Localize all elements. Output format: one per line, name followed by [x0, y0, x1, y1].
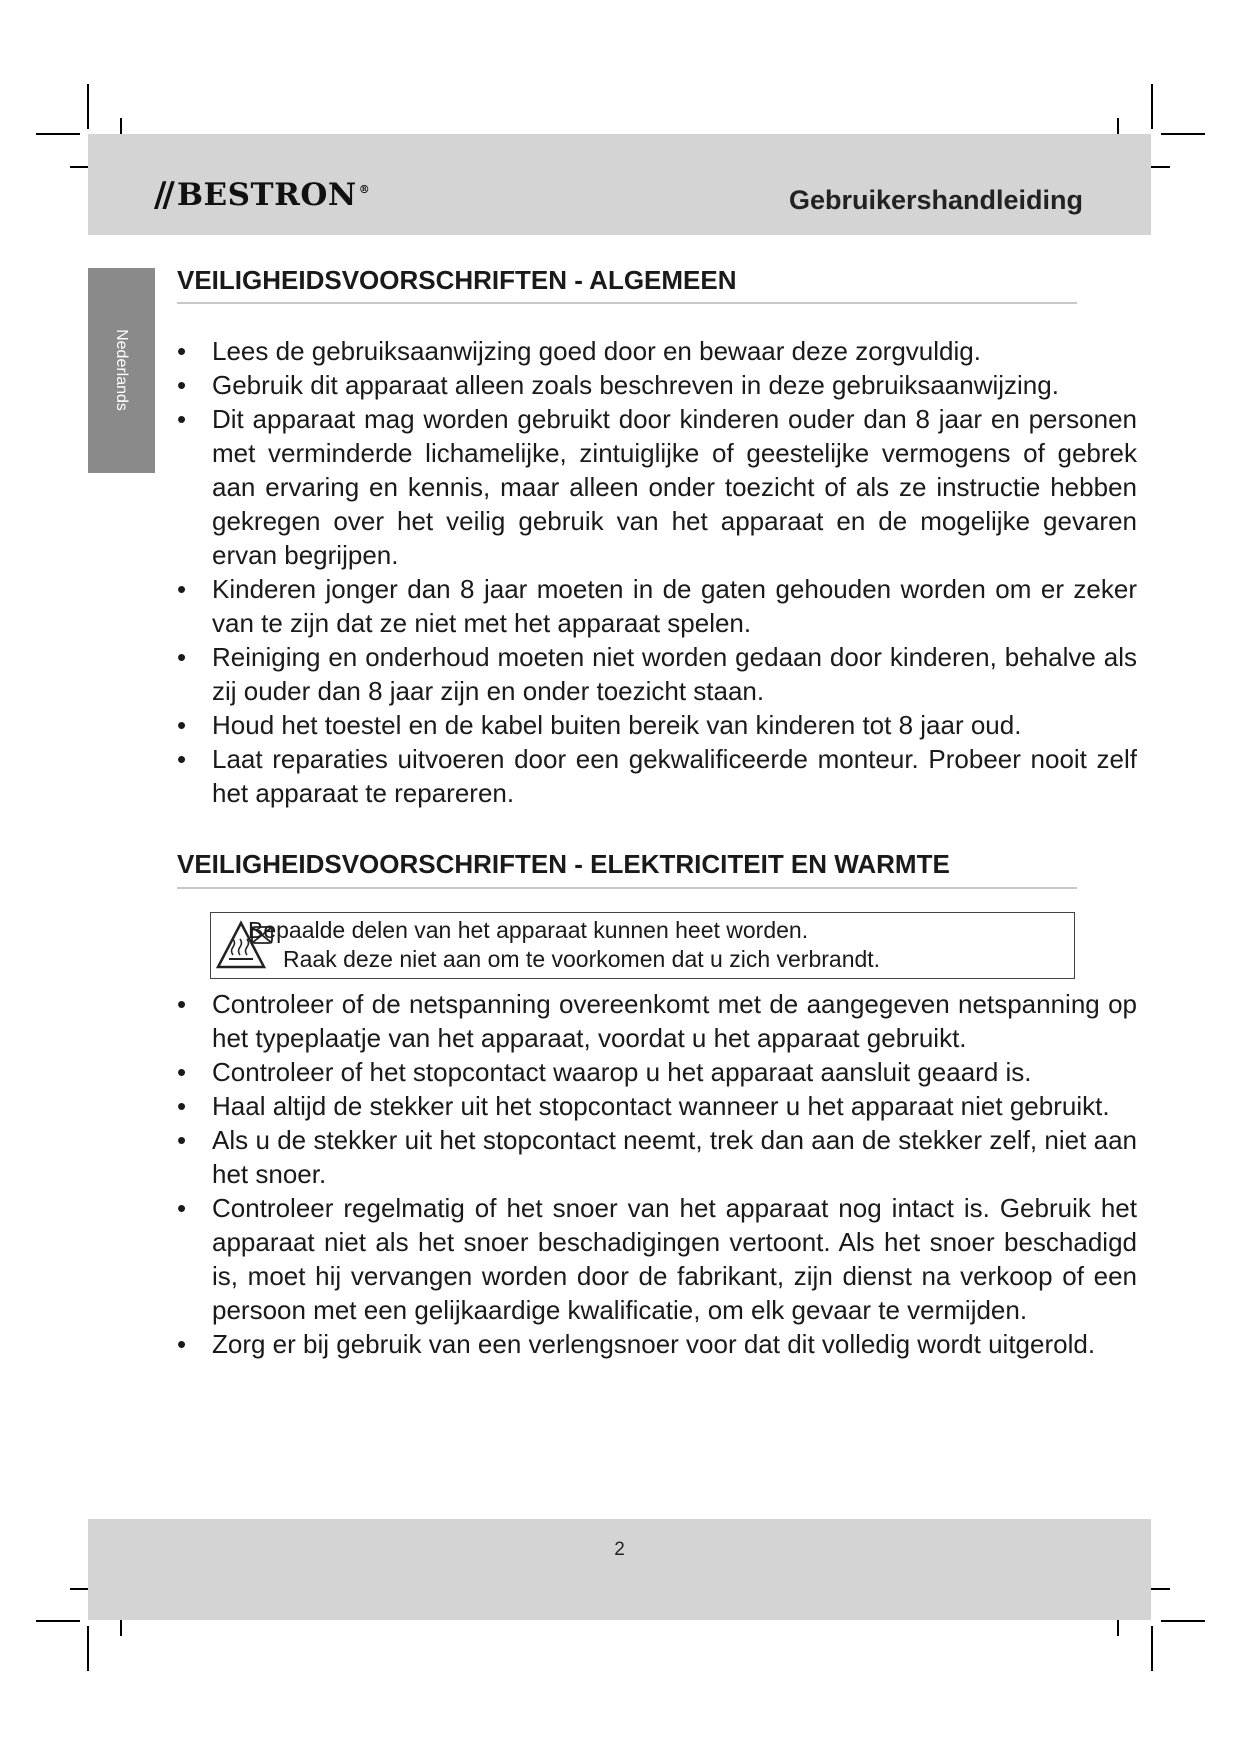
- page-number: 2: [614, 1539, 625, 1560]
- crop-mark: [1151, 84, 1153, 129]
- crop-mark: [87, 84, 89, 129]
- list-item: • Dit apparaat mag worden gebruikt door kinderen ouder dan 8 jaar en personen met verminderde lichamelijke, zintuiglijke of geestelijke vermogens of gebrek aan ervaring en kennis, maar alleen onder toezicht of als ze instructie hebben gekregen over het veilig gebruik van het apparaat en de mogelijke gevaren ervan begrijpen.: [177, 402, 1137, 572]
- language-label: Nederlands: [113, 329, 130, 411]
- section-heading-general: VEILIGHEIDSVOORSCHRIFTEN - ALGEMEEN: [177, 265, 737, 295]
- crop-mark: [1151, 1626, 1153, 1671]
- warning-line-1: Bepaalde delen van het apparaat kunnen heet worden.: [248, 917, 809, 943]
- brand-logo: [154, 175, 371, 215]
- list-item: • Kinderen jonger dan 8 jaar moeten in de gaten gehouden worden om er zeker van te zijn dat ze niet met het apparaat spelen.: [177, 572, 1137, 640]
- language-tab: [88, 268, 155, 473]
- list-item: • Als u de stekker uit het stopcontact neemt, trek dan aan de stekker zelf, niet aan het snoer.: [177, 1123, 1137, 1191]
- list-item: • Controleer of het stopcontact waarop u het apparaat aansluit geaard is.: [177, 1055, 1137, 1089]
- footer-band: [88, 1519, 1151, 1620]
- electric-safety-list: [177, 987, 1137, 1361]
- hot-surface-warning: [210, 912, 1075, 979]
- crop-mark: [1161, 1620, 1205, 1622]
- crop-mark: [36, 133, 80, 135]
- header-band: [88, 134, 1151, 235]
- general-safety-list: [177, 334, 1137, 810]
- list-item: • Reiniging en onderhoud moeten niet worden gedaan door kinderen, behalve als zij ouder dan 8 jaar zijn en onder toezicht staan.: [177, 640, 1137, 708]
- warning-text: [248, 916, 880, 974]
- list-item: • Haal altijd de stekker uit het stopcontact wanneer u het apparaat niet gebruikt.: [177, 1089, 1137, 1123]
- list-item: • Controleer of de netspanning overeenkomt met de aangegeven netspanning op het typeplaatje van het apparaat, voordat u het apparaat gebruikt.: [177, 987, 1137, 1055]
- warning-line-2: Raak deze niet aan om te voorkomen dat u zich verbrandt.: [283, 946, 881, 972]
- list-item: • Laat reparaties uitvoeren door een gekwalificeerde monteur. Probeer nooit zelf het apparaat te repareren.: [177, 742, 1137, 810]
- list-item: • Controleer regelmatig of het snoer van het apparaat nog intact is. Gebruik het apparaat niet als het snoer beschadigingen vertoont. Als het snoer beschadigd is, moet hij vervangen worden door de fabrikant, zijn dienst na verkoop of een persoon met een gelijkaardige kwalificatie, om elk gevaar te vermijden.: [177, 1191, 1137, 1327]
- document-title: Gebruikershandleiding: [788, 185, 1083, 215]
- crop-mark: [36, 1620, 80, 1622]
- brand-chevrons-icon: //: [154, 175, 171, 215]
- list-item: • Houd het toestel en de kabel buiten bereik van kinderen tot 8 jaar oud.: [177, 708, 1137, 742]
- list-item: • Zorg er bij gebruik van een verlengsnoer voor dat dit volledig wordt uitgerold.: [177, 1327, 1137, 1361]
- list-item: • Gebruik dit apparaat alleen zoals beschreven in deze gebruiksaanwijzing.: [177, 368, 1137, 402]
- brand-name: BESTRON ®: [176, 176, 371, 213]
- list-item: • Lees de gebruiksaanwijzing goed door en bewaar deze zorgvuldig.: [177, 334, 1137, 368]
- crop-mark: [1161, 133, 1205, 135]
- section-heading-electric: VEILIGHEIDSVOORSCHRIFTEN - ELEKTRICITEIT EN WARMTE: [177, 849, 950, 879]
- crop-mark: [87, 1626, 89, 1671]
- heading-rule: [177, 302, 1077, 304]
- heading-rule: [177, 887, 1077, 889]
